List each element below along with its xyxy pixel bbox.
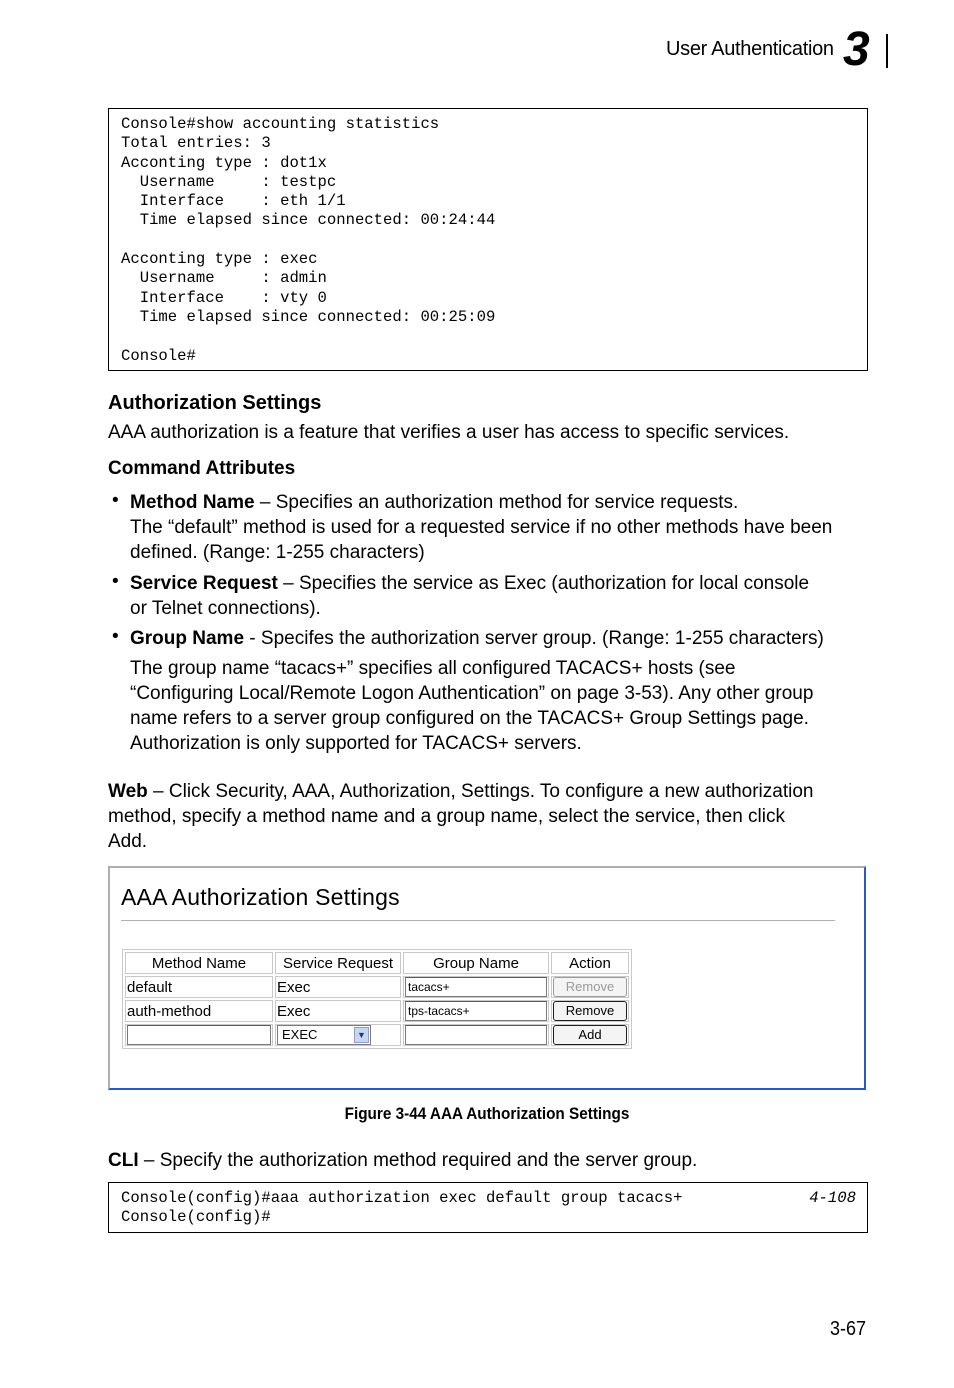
page-number: 3-67 xyxy=(830,1318,867,1340)
table-row xyxy=(125,976,629,998)
code-line-blank xyxy=(121,327,867,346)
attribute-term: Service Request xyxy=(130,573,278,594)
remove-button[interactable]: Remove xyxy=(553,977,627,997)
new-method-name-cell xyxy=(125,1024,273,1046)
bullet-marker: • xyxy=(112,490,119,511)
attribute-group-name: Group Name - Specifes the authorization server group. (Range: 1-255 characters) xyxy=(130,628,824,649)
code-line: Console(config)#aaa authorization exec default group tacacs+ xyxy=(121,1189,683,1207)
code-line: Interface : eth 1/1 xyxy=(121,192,346,211)
code-line: Total entries: 3 xyxy=(121,134,271,153)
group-name-cell xyxy=(403,976,549,998)
method-name-cell: default xyxy=(125,976,273,998)
section-heading: Authorization Settings xyxy=(108,392,322,414)
new-service-request-cell xyxy=(275,1024,401,1046)
code-line: Console#show accounting statistics xyxy=(121,115,440,133)
code-line: Acconting type : exec xyxy=(121,250,318,269)
table-row-new xyxy=(125,1024,629,1046)
code-line: Interface : vty 0 xyxy=(121,288,327,307)
title-divider xyxy=(121,920,835,921)
group-name-note: The group name “tacacs+” specifies all configured TACACS+ hosts (see “Configuring Local/Remote Logon Authentication” on page 3-53). Any other group name refers to a server group configured on the TACACS+ Group Settings page. Authorization is only supported for TACACS+ servers. xyxy=(130,658,814,754)
attribute-service-request: Service Request – Specifies the service as Exec (authorization for local console or Telnet connections). xyxy=(130,573,810,619)
new-group-name-cell xyxy=(403,1024,549,1046)
column-header-service-request: Service Request xyxy=(275,952,401,974)
code-line: Username : testpc xyxy=(121,172,337,191)
web-label: Web xyxy=(108,781,148,802)
group-name-input[interactable]: tps-tacacs+ xyxy=(405,1001,547,1021)
cli-instructions: CLI – Specify the authorization method required and the server group. xyxy=(108,1150,698,1171)
figure-page-title: AAA Authorization Settings xyxy=(121,884,400,910)
chevron-down-icon[interactable]: ▼ xyxy=(354,1027,369,1043)
add-button[interactable]: Add xyxy=(553,1025,627,1045)
code-block-aaa-authorization xyxy=(108,1182,868,1233)
code-block-accounting-statistics xyxy=(108,108,868,371)
web-instructions: Web – Click Security, AAA, Authorization, Settings. To configure a new authorization method, specify a method name and a group name, select the service, then click Add. xyxy=(108,781,814,852)
service-request-select[interactable] xyxy=(277,1025,371,1045)
method-name-cell: auth-method xyxy=(125,1000,273,1022)
bullet-marker: • xyxy=(112,571,119,592)
table-row xyxy=(125,1000,629,1022)
action-cell xyxy=(551,976,629,998)
column-header-method-name: Method Name xyxy=(125,952,273,974)
running-header-title: User Authentication xyxy=(666,38,834,60)
code-line: Console# xyxy=(121,346,196,365)
code-line-blank xyxy=(121,231,867,250)
command-reference: 4-108 xyxy=(809,1189,856,1207)
section-intro: AAA authorization is a feature that verifies a user has access to specific services. xyxy=(108,422,790,443)
command-attributes-heading: Command Attributes xyxy=(108,458,296,479)
aaa-authorization-settings-figure xyxy=(108,866,866,1090)
code-line: Console(config)# xyxy=(121,1208,271,1227)
service-request-cell: Exec xyxy=(275,976,401,998)
new-method-name-input[interactable] xyxy=(127,1025,271,1045)
attribute-term: Method Name xyxy=(130,492,255,513)
figure-caption: Figure 3-44 AAA Authorization Settings xyxy=(344,1104,630,1123)
group-name-cell xyxy=(403,1000,549,1022)
cli-label: CLI xyxy=(108,1150,139,1171)
new-action-cell xyxy=(551,1024,629,1046)
table-header-row xyxy=(125,952,629,974)
service-request-cell: Exec xyxy=(275,1000,401,1022)
authorization-table xyxy=(122,949,632,1049)
attribute-term: Group Name xyxy=(130,628,245,649)
chapter-number: 3 xyxy=(843,23,870,76)
service-request-selected-value: EXEC xyxy=(282,1027,318,1042)
remove-button[interactable]: Remove xyxy=(553,1001,627,1021)
code-line: Time elapsed since connected: 00:25:09 xyxy=(121,307,496,326)
group-name-input[interactable]: tacacs+ xyxy=(405,977,547,997)
action-cell xyxy=(551,1000,629,1022)
code-line: Time elapsed since connected: 00:24:44 xyxy=(121,211,496,230)
column-header-group-name: Group Name xyxy=(403,952,549,974)
code-line: Acconting type : dot1x xyxy=(121,153,327,172)
code-line: Username : admin xyxy=(121,269,327,288)
column-header-action: Action xyxy=(551,952,629,974)
attribute-method-name: Method Name – Specifies an authorization method for service requests. The “default” method is used for a requested service if no other methods have been defined. (Range: 1-255 characters) xyxy=(130,492,833,563)
bullet-marker: • xyxy=(112,626,119,647)
header-divider xyxy=(886,34,888,68)
new-group-name-input[interactable] xyxy=(405,1025,547,1045)
